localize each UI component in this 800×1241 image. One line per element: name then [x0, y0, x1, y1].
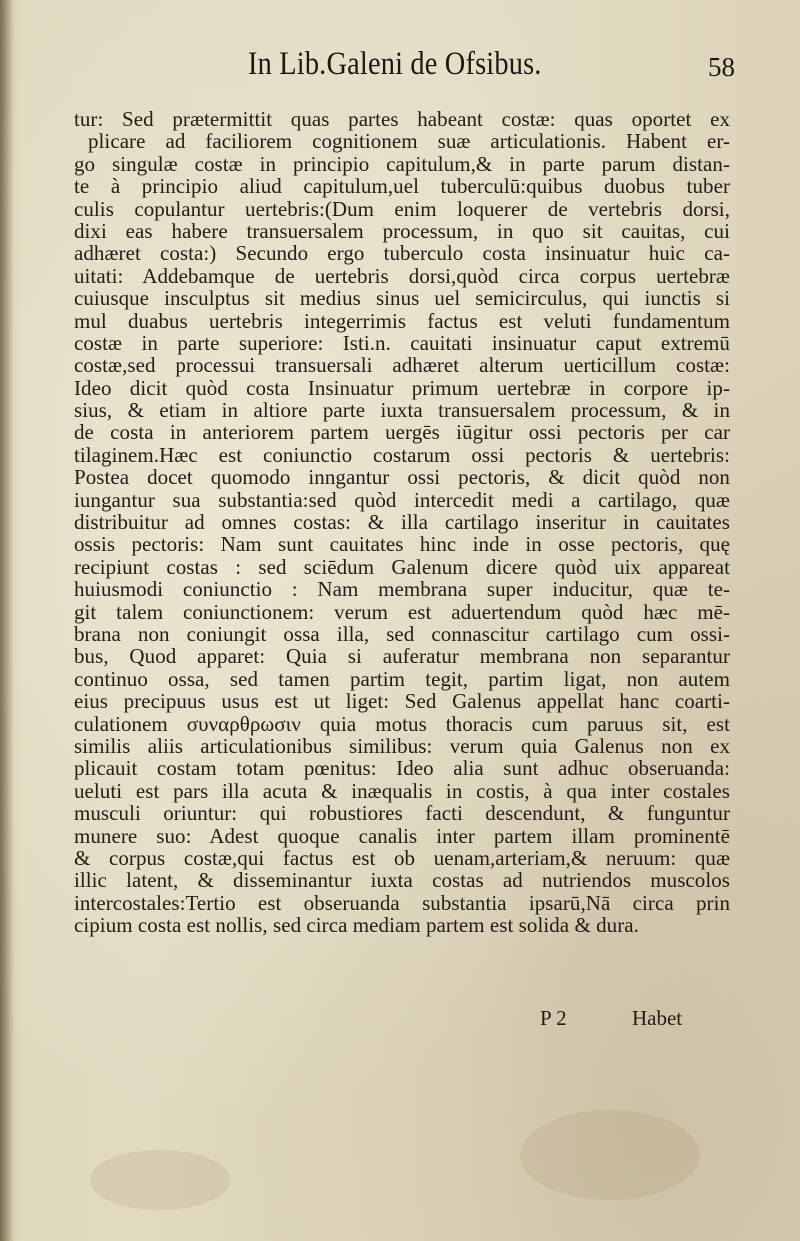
- text-line: costæ,sed processui transuersali adhæret alterum uerticillum costæ:: [74, 353, 730, 378]
- text-line: Ideo dicit quòd costa Insinuatur primum uertebræ in corpore ip-: [74, 375, 730, 400]
- text-line: huiusmodi coniunctio : Nam membrana super inducitur, quæ te-: [74, 577, 730, 602]
- text-line: ueluti est pars illa acuta & inæqualis in costis, à qua inter costales: [74, 778, 730, 803]
- body-text: [74, 108, 730, 936]
- signature-mark: P 2: [540, 1006, 567, 1030]
- text-line: & corpus costæ,qui factus est ob uenam,arteriam,& neruum: quæ: [74, 845, 730, 870]
- text-line: illic latent, & disseminantur iuxta costas ad nutriendos muscolos: [74, 868, 730, 893]
- text-line: iungantur sua substantia:sed quòd intercedit medi a cartilago, quæ: [74, 487, 730, 512]
- text-line: dixi eas habere transuersalem processum, in quo sit cauitas, cui: [74, 218, 730, 243]
- catchline: [0, 1006, 800, 1030]
- text-line: continuo ossa, sed tamen partim tegit, partim ligat, non autem: [74, 666, 730, 691]
- text-line: tur: Sed prætermittit quas partes habeant costæ: quas oportet ex: [74, 107, 730, 131]
- text-line: sius, & etiam in altiore parte iuxta transuersalem processum, & in: [74, 398, 730, 423]
- text-line: go singulæ costæ in principio capitulum,& in parte parum distan-: [74, 151, 730, 176]
- text-line: costæ in parte superiore: Isti.n. cauitati insinuatur caput extremū: [74, 330, 730, 355]
- text-line: culis copulantur uertebris:(Dum enim loquerer de vertebris dorsi,: [74, 196, 730, 221]
- text-line: cipium costa est nollis, sed circa mediam partem est solida & dura.: [74, 913, 639, 938]
- text-line: tilaginem.Hæc est coniunctio costarum ossi pectoris & uertebris:: [74, 442, 730, 467]
- text-line: musculi oriuntur: qui robustiores facti descendunt, & funguntur: [74, 801, 730, 826]
- page-number: 58: [708, 52, 735, 82]
- text-line: distribuitur ad omnes costas: & illa cartilago inseritur in cauitates: [74, 510, 730, 535]
- text-line: plicauit costam totam pœnitus: Ideo alia sunt adhuc obseruanda:: [74, 756, 730, 781]
- catchword: Habet: [632, 1006, 683, 1030]
- text-line: mul duabus uertebris integerrimis factus est veluti fundamentum: [74, 308, 730, 333]
- text-line: adhæret costa:) Secundo ergo tuberculo costa insinuatur huic ca-: [74, 241, 730, 266]
- text-line: ossis pectoris: Nam sunt cauitates hinc inde in osse pectoris, quę: [74, 532, 730, 557]
- text-line: intercostales:Tertio est obseruanda substantia ipsarū,Nā circa prin: [74, 890, 730, 915]
- binding-gutter-shadow: [0, 0, 14, 1241]
- text-line: brana non coniungit ossa illa, sed connascitur cartilago cum ossi-: [74, 621, 730, 646]
- running-head: [0, 46, 800, 90]
- text-line: bus, Quod apparet: Quia si auferatur membrana non separantur: [74, 644, 730, 669]
- paper-stain: [90, 1150, 230, 1210]
- text-line: Postea docet quomodo inngantur ossi pectoris, & dicit quòd non: [74, 465, 730, 490]
- text-line: uitati: Addebamque de uertebris dorsi,quòd circa corpus uertebræ: [74, 263, 730, 288]
- text-line: munere suo: Adest quoque canalis inter partem illam prominentē: [74, 823, 730, 848]
- text-line: git talem coniunctionem: verum est aduertendum quòd hæc mē-: [74, 599, 730, 624]
- text-line: te à principio aliud capitulum,uel tuberculū:quibus duobus tuber: [74, 174, 730, 199]
- running-head-title: In Lib.Galeni de Ofsibus.: [248, 46, 542, 82]
- text-line: eius precipuus usus est ut liget: Sed Galenus appellat hanc coarti-: [74, 689, 730, 714]
- text-line: cuiusque insculptus sit medius sinus uel semicirculus, qui iunctis si: [74, 286, 730, 311]
- text-line: similis aliis articulationibus similibus: verum quia Galenus non ex: [74, 733, 730, 758]
- text-line: recipiunt costas : sed sciēdum Galenum dicere quòd uix appareat: [74, 554, 730, 579]
- text-line: plicare ad faciliorem cognitionem suæ articulationis. Habent er-: [88, 129, 730, 154]
- text-line: culationem συναρθρωσιν quia motus thoracis cum paruus sit, est: [74, 711, 730, 736]
- text-line: de costa in anteriorem partem uergēs iūgitur ossi pectoris per car: [74, 420, 730, 445]
- paper-stain: [520, 1110, 700, 1200]
